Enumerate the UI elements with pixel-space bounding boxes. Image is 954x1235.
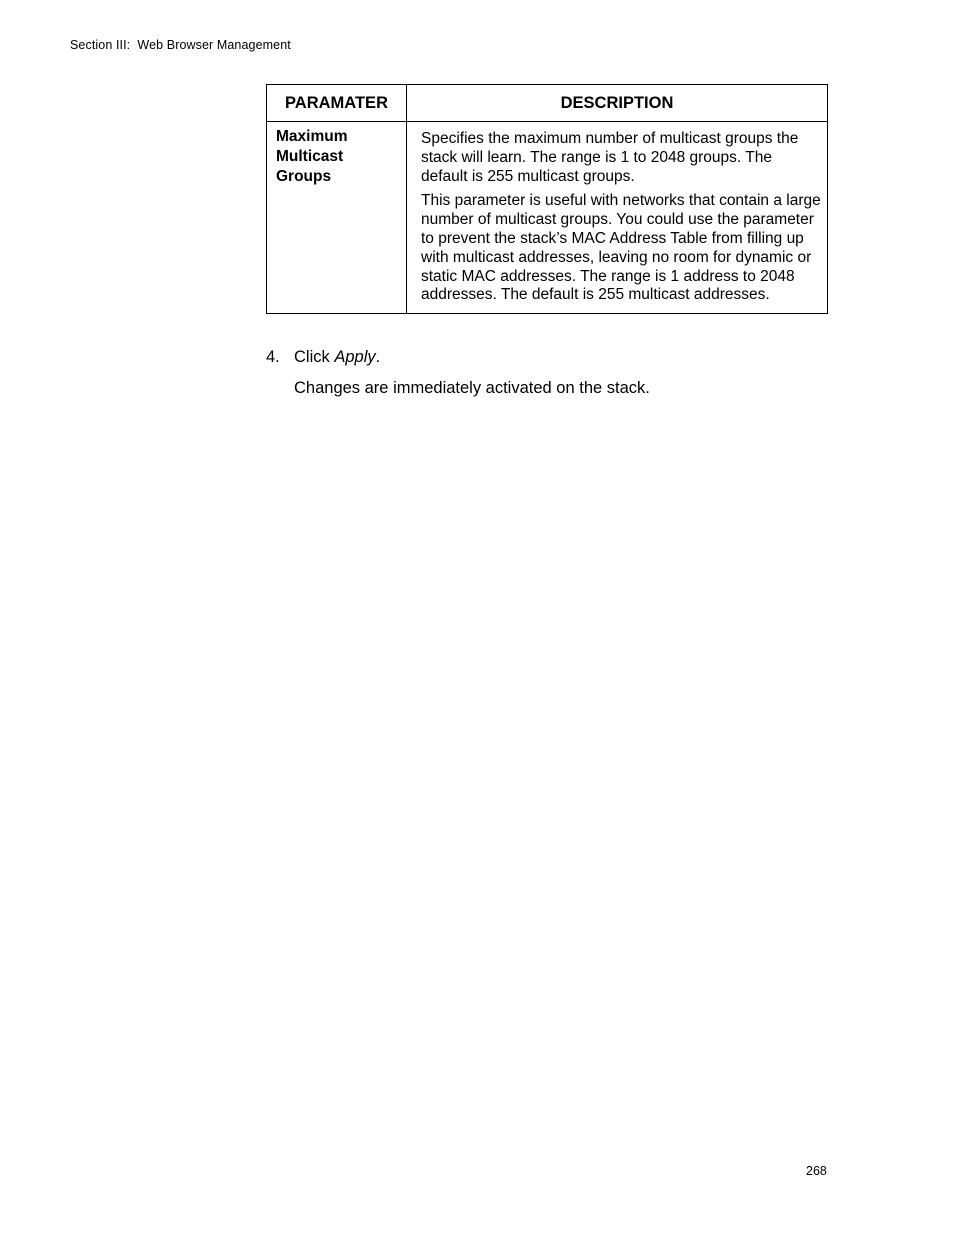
step-note: Changes are immediately activated on the stack.: [294, 379, 650, 397]
parameter-name-cell: Maximum Multicast Groups: [267, 122, 407, 314]
page-number: 268: [806, 1164, 827, 1178]
step-action-name: Apply: [334, 348, 376, 366]
parameter-table: [266, 84, 828, 314]
column-header-description: DESCRIPTION: [407, 85, 828, 122]
description-paragraph: Specifies the maximum number of multicast groups the stack will learn. The range is 1 to 2048 groups. The default is 255 multicast groups.: [421, 130, 799, 185]
procedure-step: [266, 346, 380, 368]
step-number: 4.: [266, 348, 280, 366]
table-row: [267, 122, 828, 314]
step-text-prefix: Click: [294, 348, 335, 366]
column-header-parameter: PARAMATER: [267, 85, 407, 122]
parameter-description-cell: [407, 122, 828, 314]
step-text-suffix: .: [375, 348, 381, 366]
table-header-row: [267, 85, 828, 122]
running-header: Section III: Web Browser Management: [70, 38, 291, 52]
description-paragraph: This parameter is useful with networks that contain a large number of multicast groups. You could use the parameter to prevent the stack’s MAC Address Table from filling up with multicast addresses, leaving no room for dynamic or static MAC addresses. The range is 1 address to 2048 addresses. The default is 255 multicast addresses.: [421, 192, 821, 304]
